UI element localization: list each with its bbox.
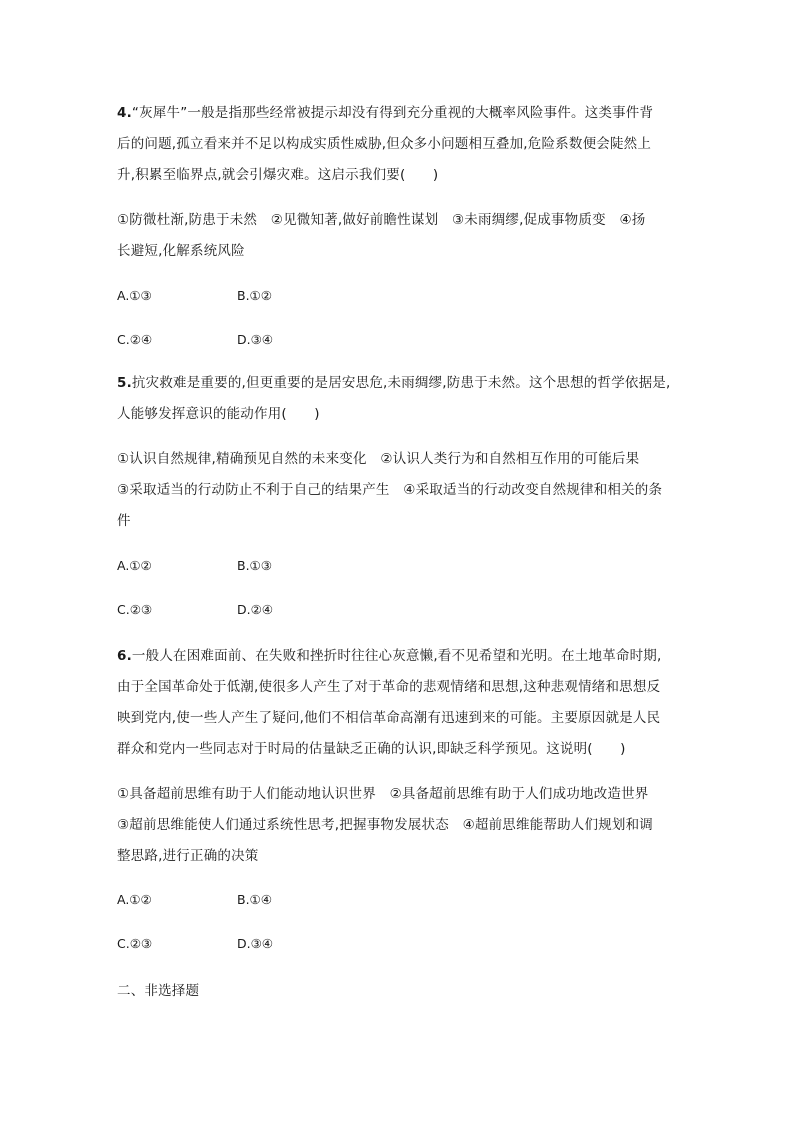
question-5-statement-line-2: ③采取适当的行动防止不利于自己的结果产生 ④采取适当的行动改变自然规律和相关的条	[117, 482, 663, 498]
question-6-stem-line-2: 由于全国革命处于低潮,使很多人产生了对于革命的悲观情绪和思想,这种悲观情绪和思想反	[117, 679, 661, 695]
question-4-statement-line-2: 长避短,化解系统风险	[117, 243, 245, 259]
question-5-statement-line-3: 件	[117, 513, 131, 529]
question-5-option-b: B.①③	[237, 558, 272, 573]
question-6-option-a: A.①②	[117, 892, 152, 907]
question-6-option-d: D.③④	[237, 936, 274, 951]
question-5-option-d: D.②④	[237, 602, 274, 617]
question-5-number: 5.	[117, 375, 132, 391]
question-4-statement-line-1: ①防微杜渐,防患于未然 ②见微知著,做好前瞻性谋划 ③未雨绸缪,促成事物质变 ④扬	[117, 212, 646, 228]
question-5-option-a: A.①②	[117, 558, 152, 573]
question-4-stem-line-3: 升,积累至临界点,就会引爆灾难。这启示我们要( )	[117, 167, 439, 183]
question-6-statement-line-2: ③超前思维能使人们通过系统性思考,把握事物发展状态 ④超前思维能帮助人们规划和调	[117, 817, 653, 833]
question-4-option-a: A.①③	[117, 288, 152, 303]
question-6-number: 6.	[117, 648, 132, 664]
question-5-stem-line-2: 人能够发挥意识的能动作用( )	[117, 406, 320, 422]
question-6-statement-line-3: 整思路,进行正确的决策	[117, 848, 259, 864]
question-6-stem-line-1: 6.一般人在困难面前、在失败和挫折时往往心灰意懒,看不见希望和光明。在土地革命时期,	[117, 648, 662, 664]
question-5-stem-line-1: 5.抗灾救难是重要的,但更重要的是居安思危,未雨绸缪,防患于未然。这个思想的哲学依据是,	[117, 375, 671, 391]
section-heading: 二、非选择题	[117, 983, 200, 999]
question-4-number: 4.	[117, 105, 132, 121]
question-6-option-c: C.②③	[117, 936, 153, 951]
question-4-option-d: D.③④	[237, 332, 274, 347]
question-4-option-b: B.①②	[237, 288, 272, 303]
question-4-stem-line-2: 后的问题,孤立看来并不足以构成实质性威胁,但众多小问题相互叠加,危险系数便会陡然上	[117, 136, 652, 152]
question-6-stem-line-4: 群众和党内一些同志对于时局的估量缺乏正确的认识,即缺乏科学预见。这说明( )	[117, 741, 626, 757]
question-6-option-b: B.①④	[237, 892, 272, 907]
question-4-option-c: C.②④	[117, 332, 153, 347]
question-6-stem-line-3: 映到党内,使一些人产生了疑问,他们不相信革命高潮有迅速到来的可能。主要原因就是人民	[117, 710, 661, 726]
question-5-option-c: C.②③	[117, 602, 153, 617]
question-5-statement-line-1: ①认识自然规律,精确预见自然的未来变化 ②认识人类行为和自然相互作用的可能后果	[117, 451, 640, 467]
question-4-stem-line-1: 4.“灰犀牛”一般是指那些经常被提示却没有得到充分重视的大概率风险事件。这类事件背	[117, 105, 654, 121]
question-6-statement-line-1: ①具备超前思维有助于人们能动地认识世界 ②具备超前思维有助于人们成功地改造世界	[117, 786, 649, 802]
